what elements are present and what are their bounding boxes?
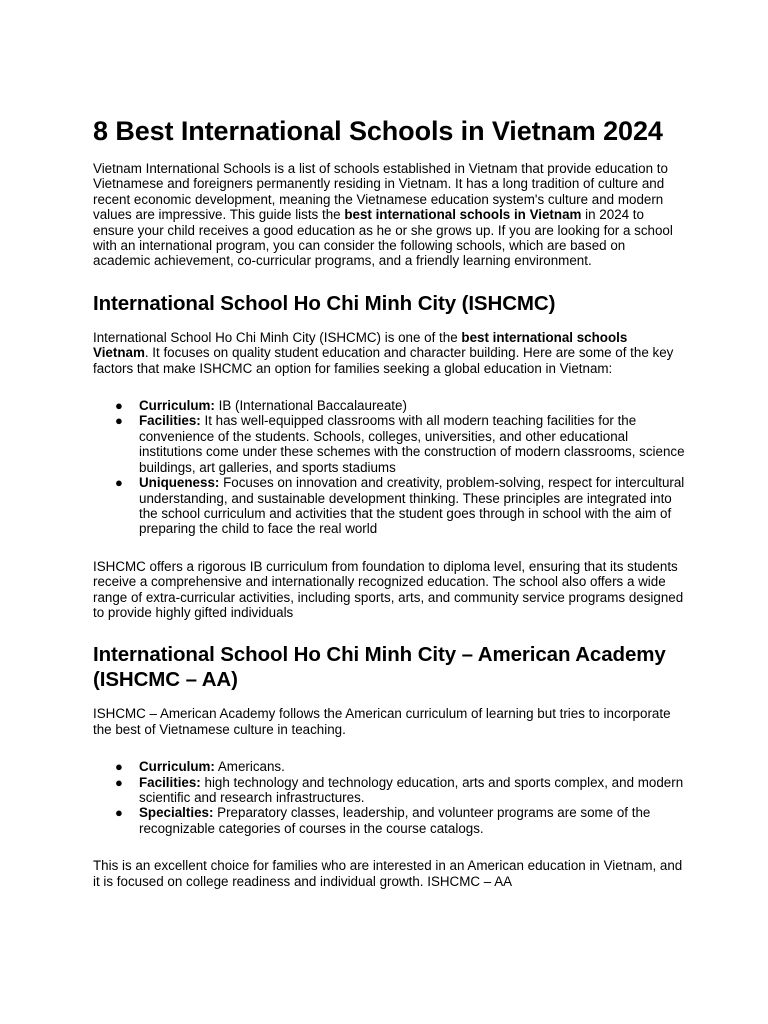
list-item-text: It has well-equipped classrooms with all modern teaching facilities for the convenience of the students. Schools, colleges, universities, and other educational institutions come under these schemes with the construction of modern classrooms, science buildings, art galleries, and sports stadiums — [139, 413, 685, 475]
section-intro-ishcmc-aa: ISHCMC – American Academy follows the American curriculum of learning but tries to incorporate the best of Vietnamese culture in teaching. — [93, 706, 671, 737]
list-item-label: Specialties: — [139, 805, 214, 821]
bullet-icon: ● — [115, 398, 123, 414]
section-heading-ishcmc-aa: International School Ho Chi Minh City – American Academy (ISHCMC – AA) — [93, 643, 666, 692]
list-item-label: Facilities: — [139, 413, 201, 429]
list-item-text: Americans. — [214, 759, 285, 775]
list-item-label: Curriculum: — [139, 398, 215, 414]
section-intro-text-continued: . It focuses on quality student education and character building. Here are some of the key factors that make ISHCMC an option for families seeking a global education in Vietnam: — [93, 345, 674, 376]
list-item-label: Uniqueness: — [139, 475, 220, 491]
bullet-list-ishcmc-aa — [93, 759, 686, 836]
bullet-icon: ● — [115, 774, 123, 790]
section-intro-bold-text: best international schools Vietnam — [93, 329, 628, 361]
list-item-text: Focuses on innovation and creativity, problem-solving, respect for intercultural understanding, and sustainable development thinking. These principles are integrated into the school curriculum and activities that the student goes through in school with the aim of preparing the child to face the real world — [139, 475, 685, 537]
list-item — [115, 774, 686, 806]
list-item — [115, 759, 686, 775]
section-intro-text: International School Ho Chi Minh City (ISHCMC) is one of the — [93, 329, 462, 345]
list-item-label: Curriculum: — [139, 759, 215, 775]
list-item — [115, 805, 686, 836]
bullet-list-ishcmc — [93, 398, 686, 537]
list-item-text: IB (International Baccalaureate) — [214, 398, 407, 414]
list-item-label: Facilities: — [139, 774, 201, 790]
bullet-icon: ● — [115, 805, 123, 821]
intro-paragraph — [93, 161, 686, 269]
bullet-icon: ● — [115, 759, 123, 775]
bullet-icon: ● — [115, 413, 123, 429]
list-item — [115, 398, 686, 414]
list-item — [115, 475, 686, 537]
list-item — [115, 413, 686, 475]
intro-bold-text: best international schools in Vietnam — [344, 207, 582, 223]
section-closing-ishcmc-aa: This is an excellent choice for families who are interested in an American education in Vietnam, and it is focused on college readiness and individual growth. ISHCMC – AA — [93, 858, 683, 889]
section-heading-ishcmc: International School Ho Chi Minh City (ISHCMC) — [93, 291, 556, 315]
list-item-text: high technology and technology education, arts and sports complex, and modern scientific and research infrastructures. — [139, 774, 684, 805]
bullet-icon: ● — [115, 475, 123, 491]
intro-text-continued: in 2024 to ensure your child receives a good education as he or she grows up. If you are looking for a school with an international program, you can consider the following schools, which are based on academic achievement, co-curricular programs, and a friendly learning environment. — [93, 207, 673, 269]
section-intro-ishcmc — [93, 330, 686, 376]
list-item-text: Preparatory classes, leadership, and volunteer programs are some of the recognizable categories of courses in the course catalogs. — [139, 805, 651, 836]
intro-text: Vietnam International Schools is a list of schools established in Vietnam that provide education to Vietnamese and foreigners permanently residing in Vietnam. It has a long tradition of culture and recent economic development, meaning the Vietnamese education system's culture and modern values are impressive. This guide lists the — [93, 161, 668, 223]
page-title: 8 Best International Schools in Vietnam 2024 — [93, 116, 663, 146]
section-closing-ishcmc: ISHCMC offers a rigorous IB curriculum from foundation to diploma level, ensuring that its students receive a comprehensive and internationally recognized education. The school also offers a wide range of extra-curricular activities, including sports, arts, and community service programs designed to provide highly gifted individuals — [93, 558, 684, 620]
